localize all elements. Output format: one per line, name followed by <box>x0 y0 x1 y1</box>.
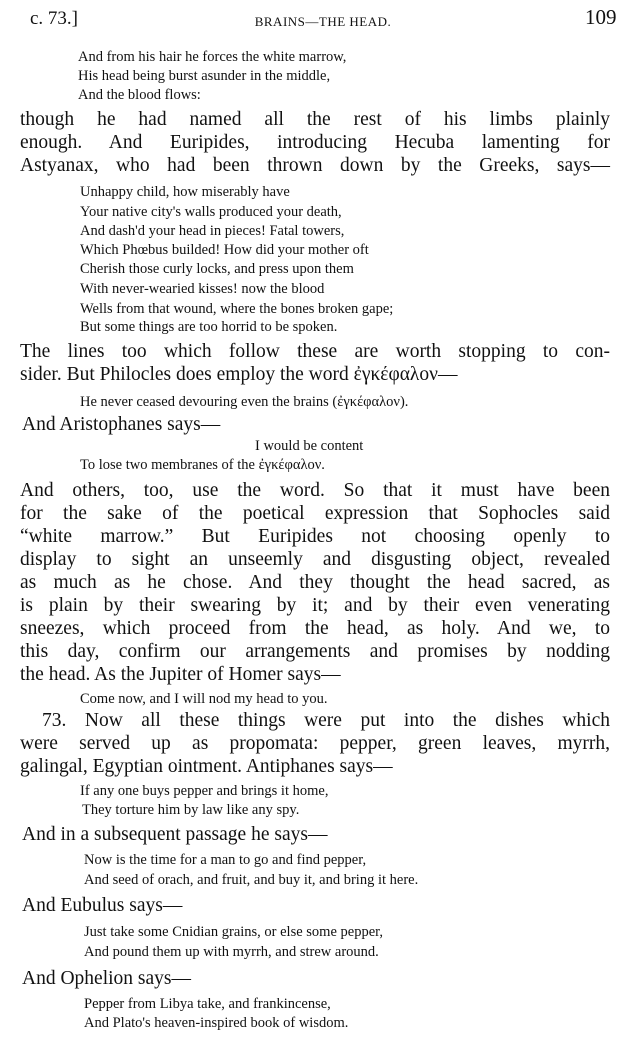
quoted-verse-line: Come now, and I will nod my head to you. <box>80 691 328 707</box>
prose-line: And Eubulus says— <box>22 895 183 916</box>
prose-line: this day, confirm our arrangements and promises by nodding <box>20 641 610 662</box>
quoted-verse-line: Pepper from Libya take, and frankincense, <box>84 996 331 1012</box>
prose-line: And Ophelion says— <box>22 968 191 989</box>
prose-line: sider. But Philocles does employ the word ἐγκέφαλον— <box>20 364 458 385</box>
prose-line: enough. And Euripides, introducing Hecuba lamenting for <box>20 132 610 153</box>
page-number: 109 <box>585 5 617 29</box>
section-marker: c. 73.] <box>30 8 79 29</box>
quoted-verse-line: Just take some Cnidian grains, or else some pepper, <box>84 924 384 940</box>
quoted-verse-line: If any one buys pepper and brings it home, <box>80 783 329 799</box>
quoted-verse-line: Cherish those curly locks, and press upon them <box>80 261 354 277</box>
quoted-verse-line: But some things are too horrid to be spoken. <box>80 319 338 335</box>
quoted-verse-line: And dash'd your head in pieces! Fatal towers, <box>80 223 345 239</box>
quoted-verse-line: And pound them up with myrrh, and strew around. <box>84 944 379 960</box>
prose-line: The lines too which follow these are worth stopping to con- <box>20 341 610 362</box>
prose-line: is plain by their swearing by it; and by their even venerating <box>20 595 610 616</box>
prose-line: display to sight an unseemly and disgusting object, revealed <box>20 549 610 570</box>
quoted-verse-line: Now is the time for a man to go and find pepper, <box>84 852 367 868</box>
prose-line: though he had named all the rest of his limbs plainly <box>20 109 610 130</box>
quoted-verse-line: And seed of orach, and fruit, and buy it, and bring it here. <box>84 872 419 888</box>
prose-line: “white marrow.” But Euripides not choosing openly to <box>20 526 610 547</box>
quoted-verse-line: I would be content <box>255 438 364 454</box>
prose-line: And others, too, use the word. So that it must have been <box>20 480 610 501</box>
prose-line: galingal, Egyptian ointment. Antiphanes says— <box>20 756 393 777</box>
prose-line: And in a subsequent passage he says— <box>22 824 328 845</box>
prose-line: the head. As the Jupiter of Homer says— <box>20 664 341 685</box>
quoted-verse-line: Unhappy child, how miserably have <box>80 184 290 200</box>
quoted-verse-line: And Plato's heaven-inspired book of wisdom. <box>84 1015 349 1031</box>
quoted-verse-line: He never ceased devouring even the brains (ἐγκέφαλον). <box>80 394 409 410</box>
prose-line: 73. Now all these things were put into the dishes which <box>42 710 610 731</box>
quoted-verse-line: And from his hair he forces the white marrow, <box>78 49 347 65</box>
quoted-verse-line: They torture him by law like any spy. <box>82 802 300 818</box>
running-title: BRAINS—THE HEAD. <box>254 14 392 29</box>
prose-line: Astyanax, who had been thrown down by the Greeks, says— <box>20 155 610 176</box>
prose-line: sneezes, which proceed from the head, as holy. And we, to <box>20 618 610 639</box>
prose-line: for the sake of the poetical expression that Sophocles said <box>20 503 610 524</box>
quoted-verse-line: To lose two membranes of the ἐγκέφαλον. <box>80 457 325 473</box>
quoted-verse-line: And the blood flows: <box>78 87 201 103</box>
prose-line: And Aristophanes says— <box>22 414 221 435</box>
quoted-verse-line: Wells from that wound, where the bones broken gape; <box>80 301 394 317</box>
quoted-verse-line: His head being burst asunder in the middle, <box>78 68 331 84</box>
quoted-verse-line: Your native city's walls produced your death, <box>80 204 342 220</box>
prose-line: were served up as propomata: pepper, green leaves, myrrh, <box>20 733 610 754</box>
quoted-verse-line: With never-wearied kisses! now the blood <box>80 281 325 297</box>
quoted-verse-line: Which Phœbus builded! How did your mother oft <box>80 242 369 258</box>
prose-line: as much as he chose. And they thought the head sacred, as <box>20 572 610 593</box>
